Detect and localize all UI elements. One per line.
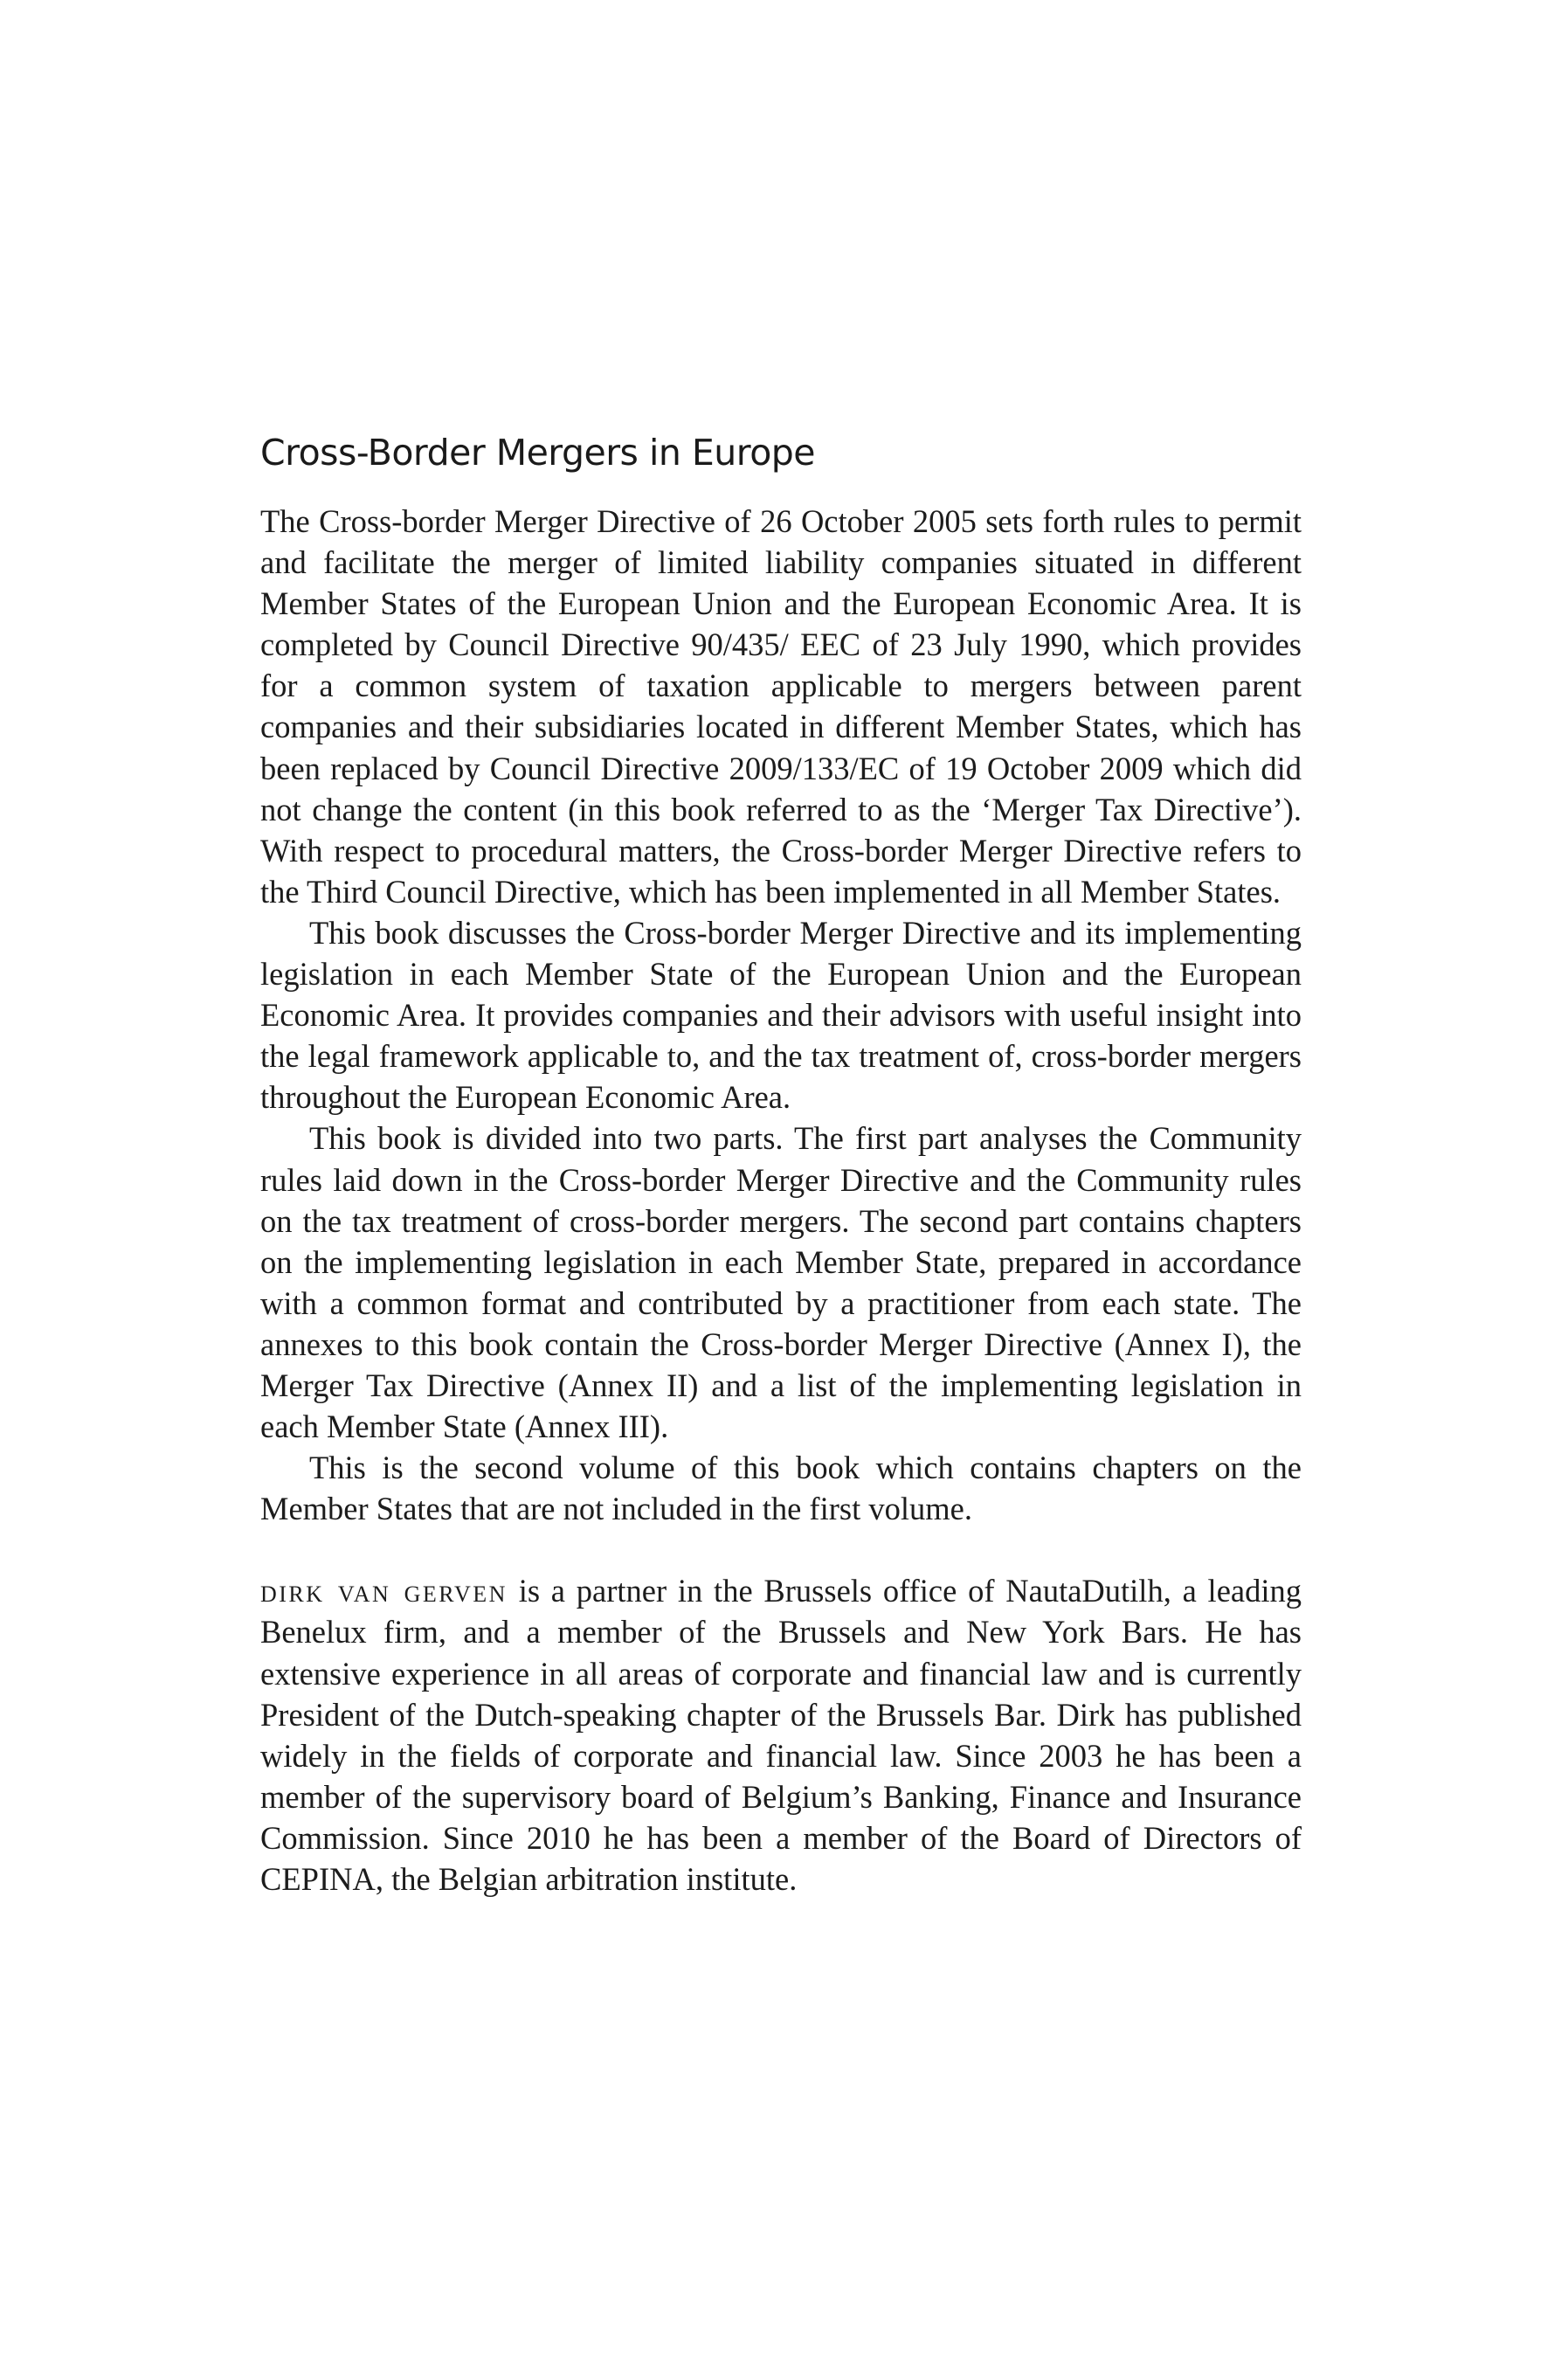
paragraph-book-structure: This book is divided into two parts. The first part analyses the Community rules laid down in the Cross-border Merger Directive and the Community rules on the tax treatment of cross-border mergers. The second part contains chapters on the implementing legislation in each Member State, prepared in accordance with a common format and contributed by a practitioner from each state. The annexes to this book contain the Cross-border Merger Directive (Annex I), the Merger Tax Directive (Annex II) and a list of the implementing legislation in each Member State (Annex III).: [260, 1120, 1302, 1445]
page-title: Cross-Border Mergers in Europe: [260, 432, 816, 474]
paragraph-book-scope: This book discusses the Cross-border Merger Directive and its implementing legislation in each Member State of the European Union and the European Economic Area. It provides companies and their advisors with useful insight into the legal framework applicable to, and the tax treatment of, cross-border mergers throughout the European Economic Area.: [260, 914, 1302, 1116]
paragraph-intro: The Cross-border Merger Directive of 26 October 2005 sets forth rules to permit and facilitate the merger of limited liability companies situated in different Member States of the European Union and the European Economic Area. It is completed by Council Directive 90/435/ EEC of 23 July 1990, which provides for a common system of taxation applicable to mergers between parent companies and their subsidiaries located in different Member States, which has been replaced by Council Directive 2009/133/EC of 19 October 2009 which did not change the content (in this book referred to as the ‘Merger Tax Directive’). With respect to procedural matters, the Cross-border Merger Directive refers to the Third Council Directive, which has been implemented in all Member States.: [260, 503, 1302, 910]
author-bio: [260, 1570, 1302, 1900]
author-name: dirk van gerven: [260, 1573, 508, 1609]
text-block: [260, 432, 1302, 1900]
author-bio-text: is a partner in the Brussels office of NautaDutilh, a leading Benelux firm, and a member of the Brussels and New York Bars. He has extensive experience in all areas of corporate and financial law and is currently President of the Dutch-speaking chapter of the Brussels Bar. Dirk has published widely in the fields of corporate and financial law. Since 2003 he has been a member of the supervisory board of Belgium’s Banking, Finance and Insurance Commission. Since 2010 he has been a member of the Board of Directors of CEPINA, the Belgian arbitration institute.: [260, 1573, 1302, 1897]
paragraph-second-volume: This is the second volume of this book which contains chapters on the Member States that are not included in the first volume.: [260, 1450, 1302, 1527]
